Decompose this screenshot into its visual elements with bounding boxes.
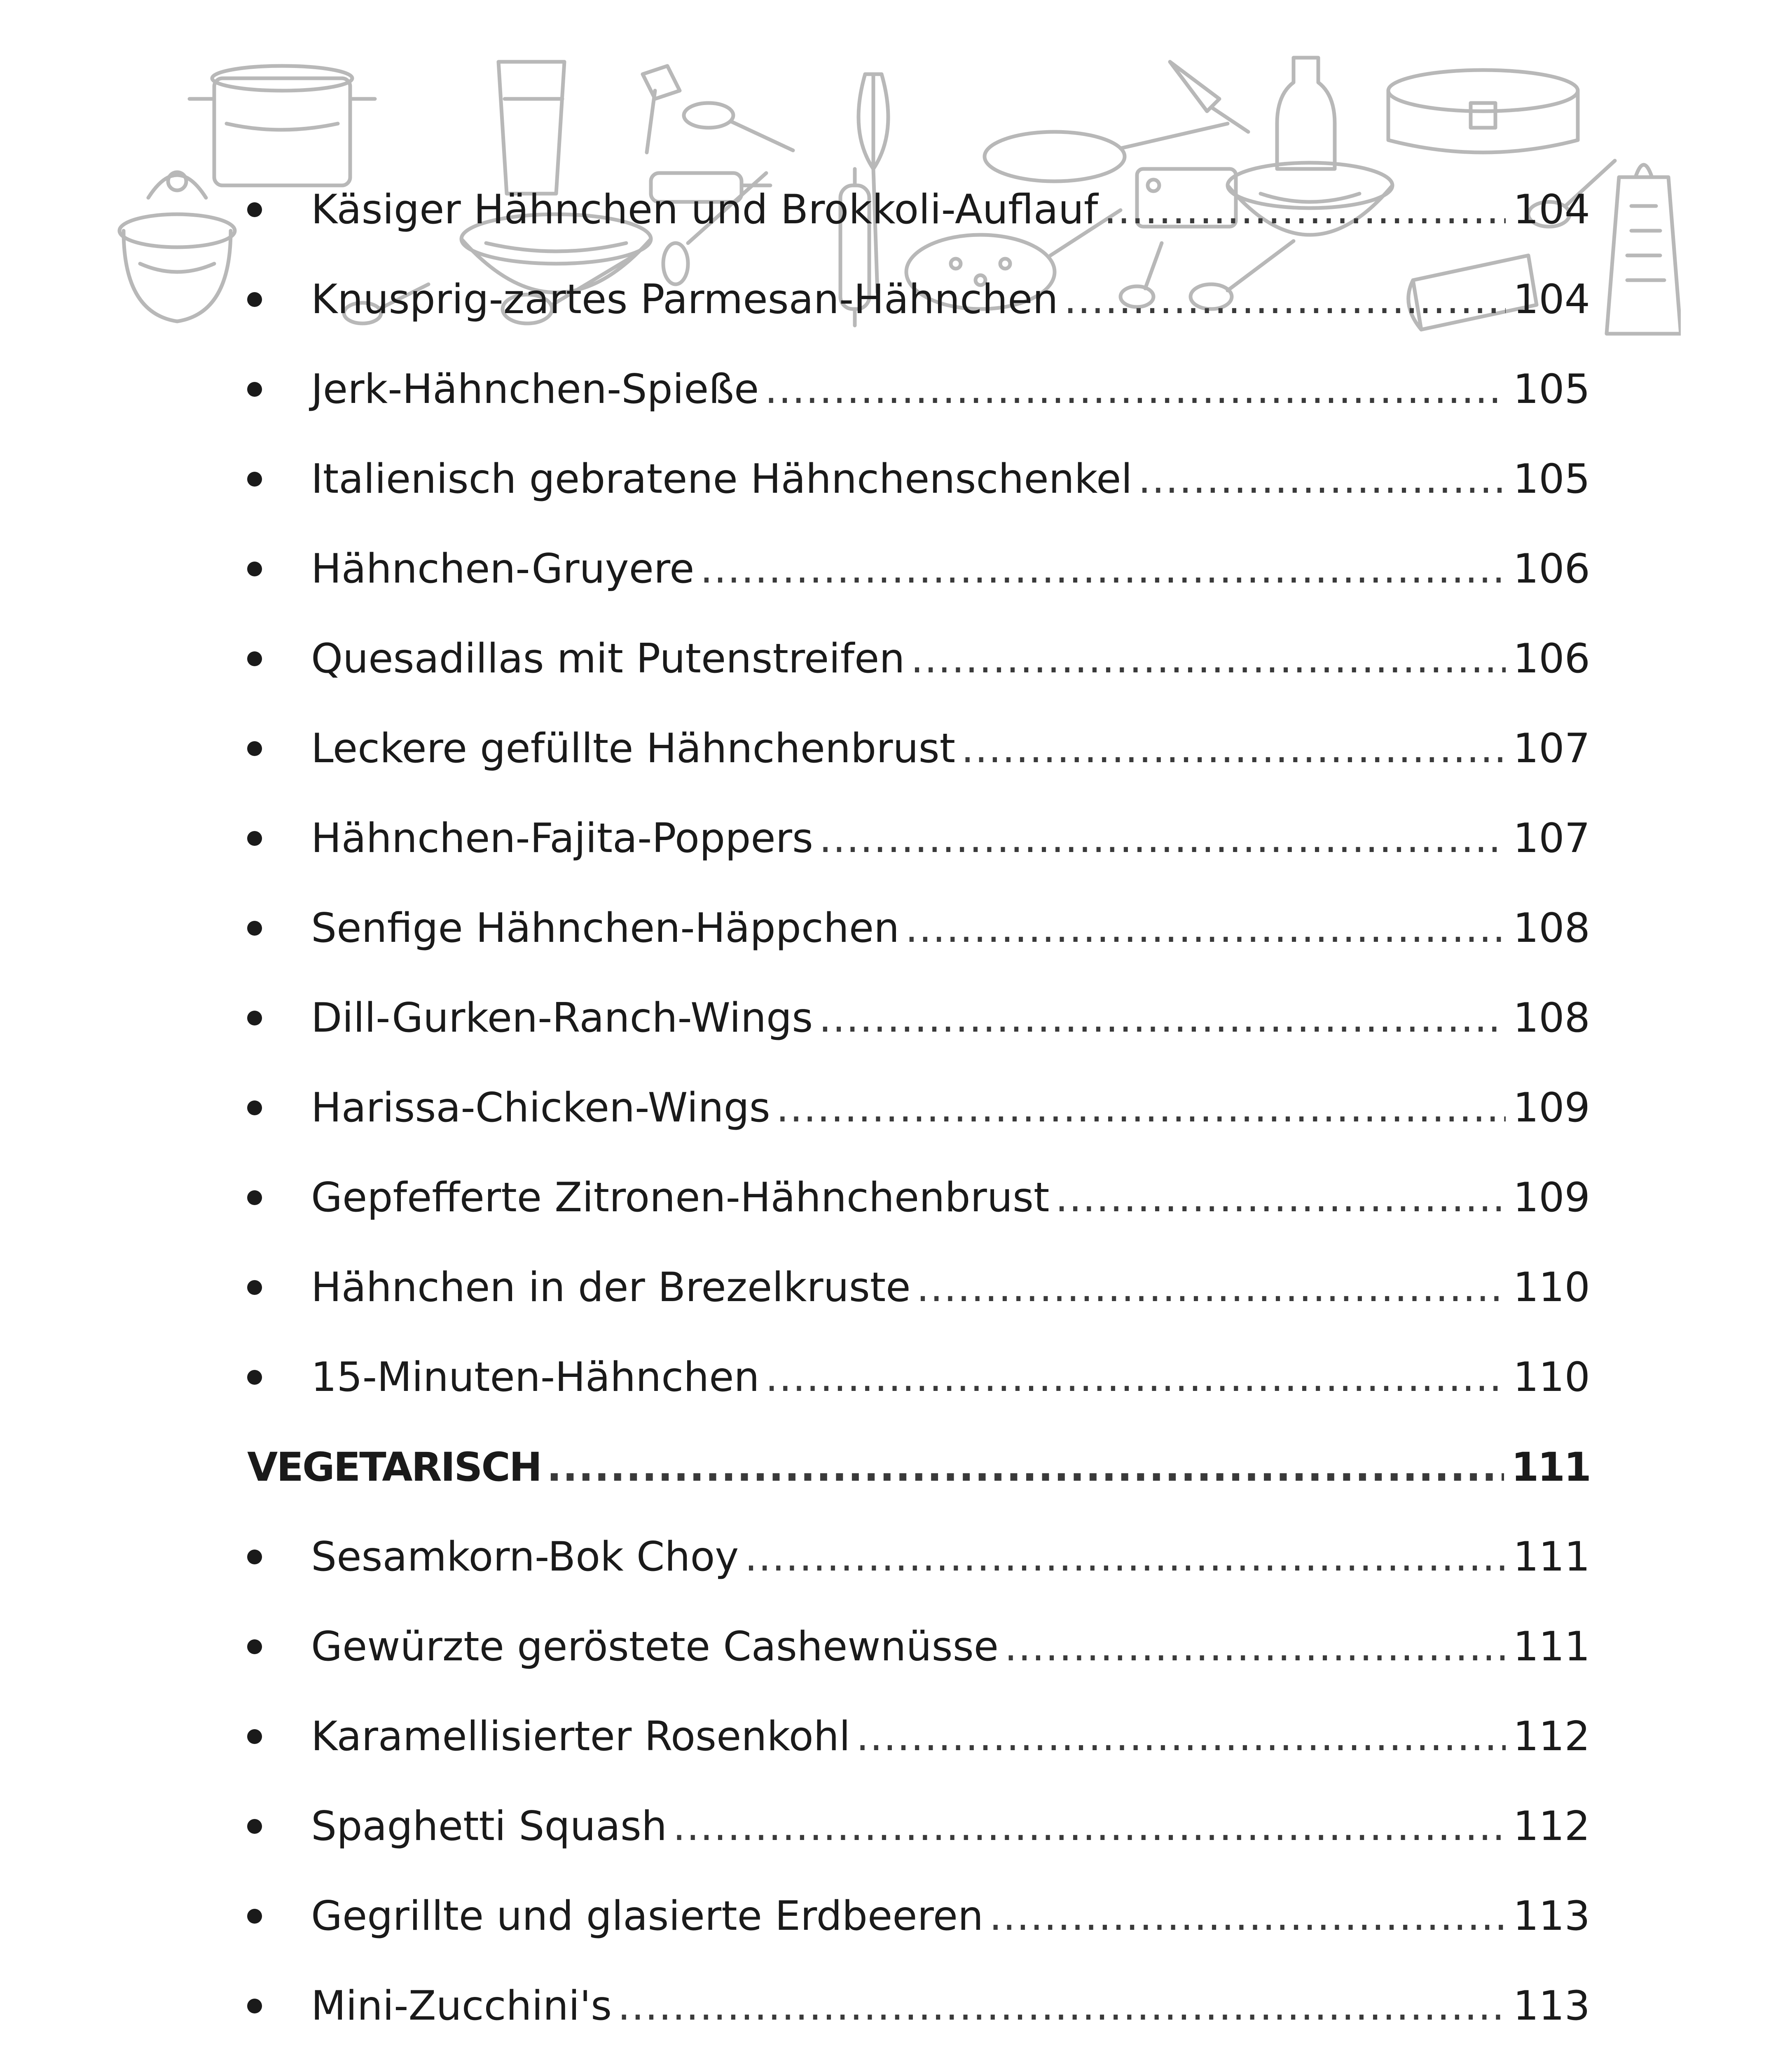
toc-entry[interactable] (247, 1871, 1590, 1961)
toc-entry[interactable] (247, 1781, 1590, 1871)
toc-entry-page: 112 (1513, 1713, 1590, 1760)
bullet-icon (247, 831, 262, 846)
bullet-icon (247, 1190, 262, 1205)
bullet-icon (247, 292, 262, 307)
table-of-contents (247, 165, 1590, 2060)
toc-entry-title: Hähnchen-Gruyere (311, 545, 695, 592)
bullet-icon (247, 741, 262, 756)
toc-entry[interactable] (247, 973, 1590, 1063)
toc-entry-title: Sesamkorn-Bok Choy (311, 1533, 739, 1580)
dot-leader (1104, 190, 1506, 230)
bullet-icon (247, 1999, 262, 2013)
bullet-icon (247, 382, 262, 397)
toc-entry-title: Harissa-Chicken-Wings (311, 1084, 770, 1131)
dot-leader (1138, 459, 1506, 499)
dot-leader (989, 1896, 1506, 1936)
toc-entry-page: 109 (1513, 1174, 1590, 1221)
toc-entry-title: Hähnchen in der Brezelkruste (311, 1264, 911, 1311)
toc-entry-page: 108 (1513, 905, 1590, 952)
dot-leader (819, 818, 1506, 859)
toc-entry[interactable] (247, 1063, 1590, 1153)
dot-leader (1064, 279, 1506, 320)
toc-entry-page: 104 (1513, 186, 1590, 233)
toc-entry[interactable] (247, 1512, 1590, 1602)
bullet-icon (247, 562, 262, 576)
toc-entry-title: Karamellisierter Rosenkohl (311, 1713, 851, 1760)
dot-leader (856, 1716, 1506, 1757)
dot-leader (700, 549, 1506, 589)
toc-entry[interactable] (247, 1243, 1590, 1332)
toc-entry-title: Leckere gefüllte Hähnchenbrust (311, 725, 956, 772)
bullet-icon (247, 202, 262, 217)
toc-entry-title: Hähnchen-Fajita-Poppers (311, 815, 814, 862)
toc-entry-title: Knusprig-zartes Parmesan-Hähnchen (311, 276, 1058, 323)
bullet-icon (247, 1280, 262, 1295)
toc-entry-title: Senfige Hähnchen-Häppchen (311, 905, 900, 952)
toc-entry[interactable] (247, 344, 1590, 434)
toc-entry[interactable] (247, 1153, 1590, 1243)
dot-leader (917, 1267, 1506, 1308)
bullet-icon (247, 1729, 262, 1744)
bullet-icon (247, 1639, 262, 1654)
dot-leader (673, 1806, 1506, 1847)
casserole-icon (119, 172, 235, 321)
utensil-icon (643, 66, 793, 152)
toc-entry-title: Jerk-Hähnchen-Spieße (311, 366, 759, 413)
knife-icon (1170, 62, 1248, 132)
toc-entry-page: 106 (1513, 545, 1590, 592)
toc-entry[interactable] (247, 1332, 1590, 1422)
toc-entry-title: Quesadillas mit Putenstreifen (311, 635, 905, 682)
springform-pan-icon (1388, 70, 1578, 152)
toc-entry-page: 112 (1513, 1803, 1590, 1850)
bullet-icon (247, 1370, 262, 1385)
bullet-icon (247, 921, 262, 936)
toc-entry-title: Italienisch gebratene Hähnchenschenkel (311, 456, 1132, 503)
toc-entry-title: Gegrillte und glasierte Erdbeeren (311, 1893, 984, 1940)
bottle-icon (1277, 58, 1335, 169)
dot-leader (905, 908, 1506, 948)
toc-entry-page: 110 (1513, 1354, 1590, 1401)
toc-entry-page: 113 (1513, 1893, 1590, 1940)
toc-entry[interactable] (247, 1961, 1590, 2051)
toc-entry-page: 111 (1513, 1533, 1590, 1580)
toc-entry[interactable] (247, 794, 1590, 883)
toc-entry-page: 107 (1513, 725, 1590, 772)
grater-icon (1607, 165, 1681, 334)
dot-leader (744, 1537, 1506, 1577)
toc-entry-page: 106 (1513, 635, 1590, 682)
dot-leader (776, 1088, 1506, 1128)
toc-entry[interactable] (247, 883, 1590, 973)
toc-entry-page: 110 (1513, 1264, 1590, 1311)
dot-leader (547, 1447, 1504, 1487)
bullet-icon (247, 1100, 262, 1115)
toc-section-page: 111 (1511, 1444, 1590, 1490)
toc-entry-page: 105 (1513, 366, 1590, 413)
dot-leader (910, 639, 1506, 679)
bullet-icon (247, 1819, 262, 1834)
toc-entry-title: Mini-Zucchini's (311, 1983, 612, 2030)
toc-entry-page: 113 (1513, 1983, 1590, 2030)
toc-entry-page: 105 (1513, 456, 1590, 503)
toc-entry-title: Dill-Gurken-Ranch-Wings (311, 995, 813, 1042)
toc-entry-title: Spaghetti Squash (311, 1803, 667, 1850)
toc-entry-title: Käsiger Hähnchen und Brokkoli-Auflauf (311, 186, 1098, 233)
toc-entry-title: Gepfefferte Zitronen-Hähnchenbrust (311, 1174, 1050, 1221)
bullet-icon (247, 1011, 262, 1025)
toc-entry[interactable] (247, 1602, 1590, 1692)
dot-leader (819, 998, 1506, 1038)
toc-entry[interactable] (247, 2051, 1590, 2060)
toc-entry[interactable] (247, 255, 1590, 344)
bullet-icon (247, 651, 262, 666)
bullet-icon (247, 1909, 262, 1924)
toc-section-heading[interactable] (247, 1422, 1590, 1512)
dot-leader (1004, 1627, 1506, 1667)
dot-leader (765, 1357, 1506, 1398)
dot-leader (1055, 1177, 1506, 1218)
toc-entry[interactable] (247, 704, 1590, 794)
toc-entry[interactable] (247, 1692, 1590, 1781)
dot-leader (765, 369, 1506, 410)
toc-entry[interactable] (247, 434, 1590, 524)
bullet-icon (247, 472, 262, 487)
toc-entry-page: 109 (1513, 1084, 1590, 1131)
toc-entry-title: Gewürzte geröstete Cashewnüsse (311, 1623, 999, 1670)
toc-entry-page: 107 (1513, 815, 1590, 862)
dot-leader (961, 728, 1506, 769)
toc-section-title: VEGETARISCH (247, 1444, 541, 1490)
toc-entry[interactable] (247, 524, 1590, 614)
toc-entry[interactable] (247, 614, 1590, 704)
toc-entry-page: 104 (1513, 276, 1590, 323)
toc-entry[interactable] (247, 165, 1590, 255)
toc-entry-page: 111 (1513, 1623, 1590, 1670)
bullet-icon (247, 1550, 262, 1564)
toc-entry-page: 108 (1513, 995, 1590, 1042)
dot-leader (618, 1986, 1506, 2026)
toc-entry-title: 15-Minuten-Hähnchen (311, 1354, 760, 1401)
